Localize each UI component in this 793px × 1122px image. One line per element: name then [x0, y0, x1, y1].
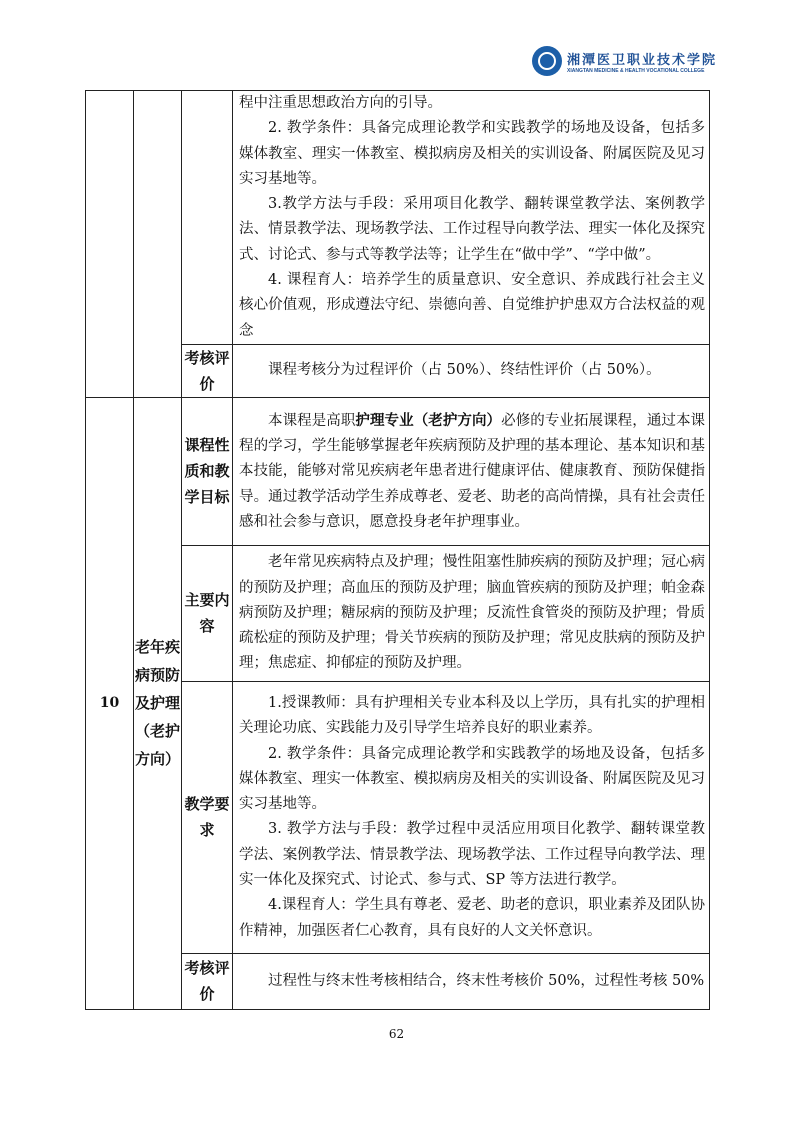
- para: 3.教学方法与手段：采用项目化教学、翻转课堂教学法、案例教学法、情景教学法、现场教学法、工作过程导向教学法、理实一体化及探究式、讨论式、参与式等教学法等；让学生在“做中学”、“学中做”。: [239, 196, 705, 263]
- para: 4. 课程育人：培养学生的质量意识、安全意识、养成践行社会主义核心价值观，形成遵法守纪、崇德向善、自觉维护护患双方合法权益的观念: [239, 272, 705, 339]
- course-table: [85, 90, 710, 1010]
- assess-text: 过程性与终末性考核相结合，终末性考核价 50%，过程性考核 50%: [268, 972, 705, 989]
- content-label: 主要内容: [182, 545, 233, 681]
- para: 4.课程育人：学生具有尊老、爱老、助老的意识，职业素养及团队协作精神，加强医者仁心教育，具有良好的人文关怀意识。: [239, 897, 705, 939]
- table-row: [86, 91, 710, 345]
- goal-label: 课程性质和教学目标: [182, 397, 233, 545]
- table-row: [86, 397, 710, 545]
- prev-requirements: [233, 91, 710, 345]
- para: 3. 教学方法与手段：教学过程中灵活应用项目化教学、翻转课堂教学法、案例教学法、情景教学法、现场教学法、工作过程导向教学法、理实一体化及探究式、讨论式、参与式、SP 等方法进行教学。: [239, 821, 705, 889]
- para: 2. 教学条件：具备完成理论教学和实践教学的场地及设备，包括多媒体教室、理实一体教室、模拟病房及相关的实训设备、附属医院及见习实习基地等。: [239, 120, 705, 187]
- para: 2. 教学条件：具备完成理论教学和实践教学的场地及设备，包括多媒体教室、理实一体教室、模拟病房及相关的实训设备、附属医院及见习实习基地等。: [239, 745, 705, 813]
- college-logo: [532, 46, 717, 76]
- page-number: 62: [388, 1027, 405, 1041]
- college-seal-icon: [532, 46, 562, 76]
- logo-cn: 湘潭医卫职业技术学院: [567, 52, 718, 68]
- course-number: 10: [86, 397, 134, 1009]
- assess-label: 考核评价: [182, 344, 233, 397]
- content-text: 老年常见疾病特点及护理；慢性阻塞性肺疾病的预防及护理；冠心病的预防及护理；高血压的预防及护理；脑血管疾病的预防及护理；帕金森病预防及护理；糖尿病的预防及护理；反流性食管炎的预防及护理；骨质疏松症的预防及护理；骨关节疾病的预防及护理；常见皮肤病的预防及护理；焦虑症、抑郁症的预防及护理。: [239, 554, 705, 672]
- assess-label: 考核评价: [182, 953, 233, 1009]
- para: 1.授课教师：具有护理相关专业本科及以上学历，具有扎实的护理相关理论功底、实践能力及引导学生培养良好的职业素养。: [239, 694, 705, 737]
- logo-en: XIANGTAN MEDICINE & HEALTH VOCATIONAL COLLEGE: [567, 67, 705, 74]
- req-label: 教学要求: [182, 681, 233, 953]
- assess-text: 课程考核分为过程评价（占 50%）、终结性评价（占 50%）。: [268, 362, 661, 379]
- para: 程中注重思想政治方向的引导。: [239, 95, 442, 111]
- course-name: 老年疾病预防及护理（老护方向）: [134, 397, 182, 1009]
- goal-text: 本课程是高职护理专业（老护方向）必修的专业拓展课程，通过本课程的学习，学生能够掌握老年疾病预防及护理的基本理论、基本知识和基本技能，能够对常见疾病老年患者进行健康评估、健康教育、预防保健指导。通过教学活动学生养成尊老、爱老、助老的高尚情操，具有社会责任感和社会参与意识，愿意投身老年护理事业。: [239, 411, 706, 530]
